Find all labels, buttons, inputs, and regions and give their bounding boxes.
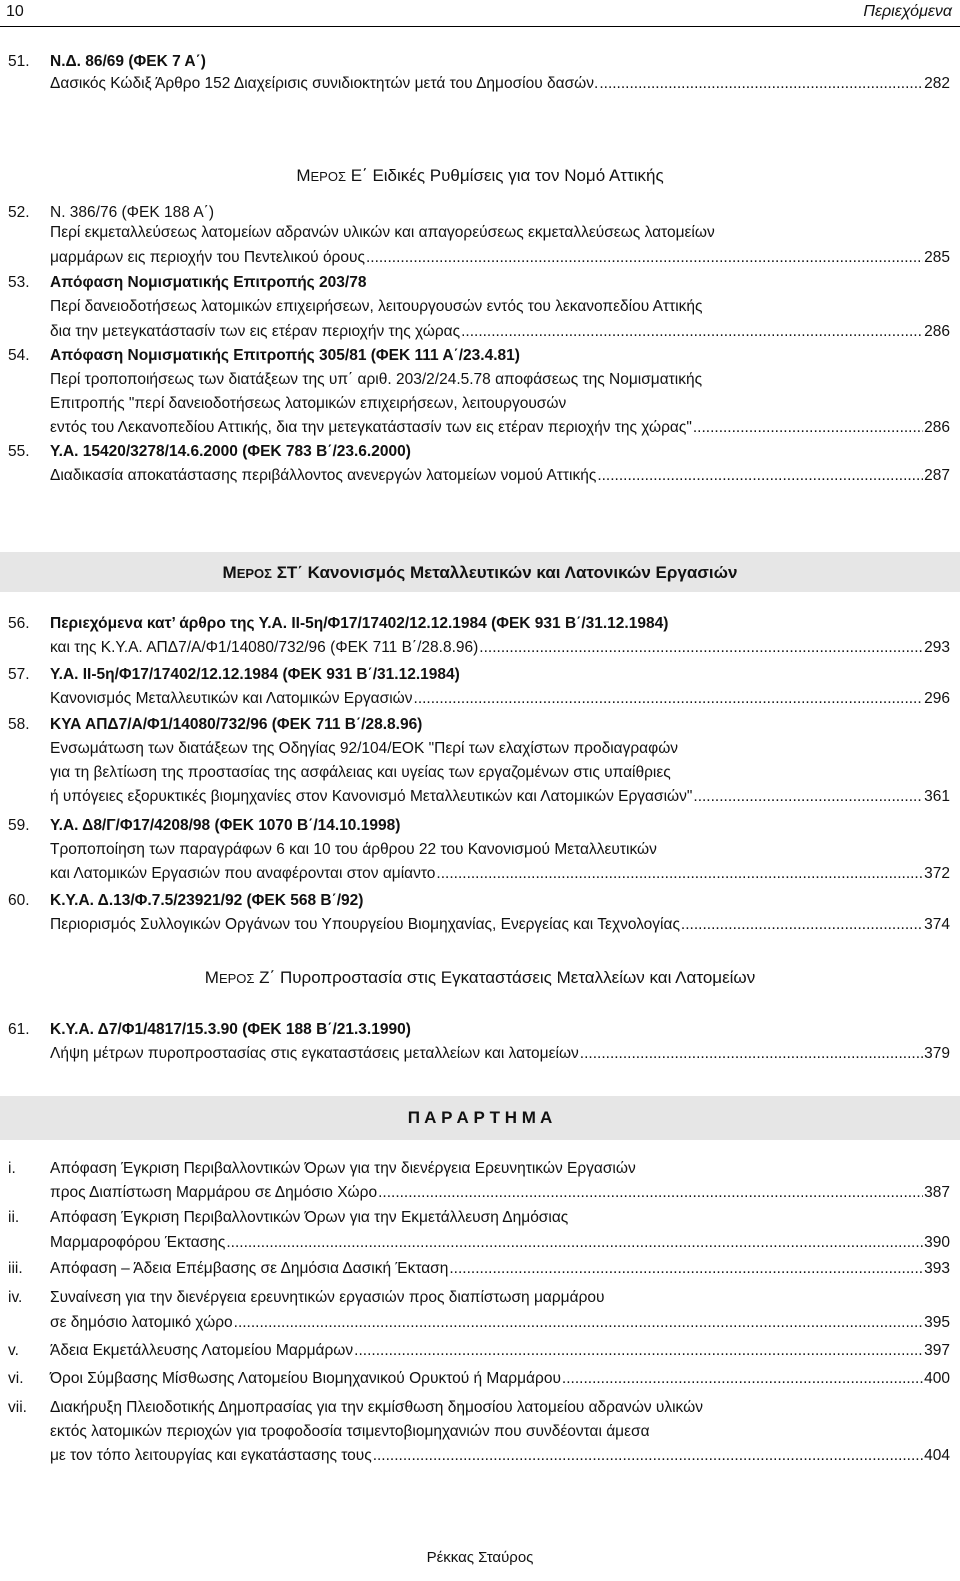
dot-leader xyxy=(693,787,923,807)
toc-entry-line: Κ.Υ.Α. Δ.13/Φ.7.5/23921/92 (ΦΕΚ 568 Β΄/92) xyxy=(50,892,364,909)
toc-entry-line: Περί δανειοδοτήσεως λατομικών επιχειρήσεων, λειτουργουσών εντός του λεκανοπεδίου Αττικής xyxy=(50,298,703,315)
page-ref: 293 xyxy=(924,639,950,656)
footer-author: Ρέκκας Σταύρος xyxy=(426,1549,534,1566)
toc-entry-line: Απόφαση Έγκριση Περιβαλλοντικών Όρων για την Εκμετάλλευση Δημόσιας xyxy=(50,1209,569,1226)
page-ref: 374 xyxy=(924,916,950,933)
dot-leader xyxy=(373,1446,923,1466)
toc-entry-link[interactable] xyxy=(50,689,950,709)
toc-entry-link[interactable] xyxy=(50,74,950,94)
part-heading-prefix: Μ xyxy=(204,968,219,987)
toc-entry-line: Περιεχόμενα κατ’ άρθρο της Υ.Α. ΙΙ-5η/Φ17/17402/12.12.1984 (ΦΕΚ 931 Β΄/31.12.1984) xyxy=(50,615,669,632)
dot-leader xyxy=(597,466,923,486)
entry-text: προς Διαπίστωση Μαρμάρου σε Δημόσιο Χώρο xyxy=(50,1184,378,1201)
dot-leader xyxy=(580,1044,923,1064)
entry-number: iii. xyxy=(8,1260,23,1277)
dot-leader xyxy=(681,915,923,935)
toc-entry-link[interactable] xyxy=(50,864,950,884)
page-header xyxy=(0,0,960,27)
part-heading xyxy=(0,968,960,988)
entry-number: 56. xyxy=(8,615,30,632)
dot-leader xyxy=(449,1259,923,1279)
toc-entry-line: Ν.Δ. 86/69 (ΦΕΚ 7 Α΄) xyxy=(50,53,206,70)
page-ref: 285 xyxy=(924,249,950,266)
entry-text: Κανονισμός Μεταλλευτικών και Λατομικών Εργασιών xyxy=(50,690,413,707)
dot-leader xyxy=(234,1313,923,1333)
page-ref: 400 xyxy=(924,1370,950,1387)
entry-number: 55. xyxy=(8,443,30,460)
toc-entry-line: Διακήρυξη Πλειοδοτικής Δημοπρασίας για την εκμίσθωση δημοσίου λατομείου αδρανών υλικών xyxy=(50,1399,703,1416)
running-title: Περιεχόμενα xyxy=(863,3,952,20)
entry-text: Μαρμαροφόρου Έκτασης xyxy=(50,1234,226,1251)
page-number: 10 xyxy=(6,3,24,20)
entry-number: ii. xyxy=(8,1209,20,1226)
entry-text: Δασικός Κώδιξ Άρθρο 152 Διαχείρισις συνιδιοκτητών μετά του Δημοσίου δασών. xyxy=(50,75,599,92)
toc-entry-link[interactable] xyxy=(50,1369,950,1389)
part-heading xyxy=(0,563,960,583)
toc-entry-line: Υ.Α. 15420/3278/14.6.2000 (ΦΕΚ 783 Β΄/23.6.2000) xyxy=(50,443,411,460)
page-ref: 372 xyxy=(924,865,950,882)
part-heading-prefix: Μ xyxy=(296,166,311,185)
entry-number: vi. xyxy=(8,1370,24,1387)
entry-text: και Λατομικών Εργασιών που αναφέρονται στον αμίαντο xyxy=(50,865,436,882)
dot-leader xyxy=(366,248,923,268)
entry-text: μαρμάρων εις περιοχήν του Πεντελικού όρους xyxy=(50,249,365,266)
entry-text: ή υπόγειες εξορυκτικές βιομηχανίες στον Κανονισμό Μεταλλευτικών και Λατομικών Εργασιών" xyxy=(50,788,693,805)
entry-text: Περιορισμός Συλλογικών Οργάνων του Υπουργείου Βιομηχανίας, Ενεργείας και Τεχνολογίας xyxy=(50,916,680,933)
toc-entry-line: Επιτροπής "περί δανειοδοτήσεως λατομικών επιχειρήσεων, λειτουργουσών xyxy=(50,395,567,412)
toc-entry-line: ΚΥΑ ΑΠΔ7/Α/Φ1/14080/732/96 (ΦΕΚ 711 Β΄/28.8.96) xyxy=(50,716,423,733)
toc-entry-link[interactable] xyxy=(50,1341,950,1361)
entry-number: 58. xyxy=(8,716,30,733)
part-heading-title: Ζ΄ Πυροπροστασία στις Εγκαταστάσεις Μεταλλείων και Λατομείων xyxy=(254,968,756,987)
dot-leader xyxy=(599,74,923,94)
entry-text: και της Κ.Υ.Α. ΑΠΔ7/Α/Φ1/14080/732/96 (ΦΕΚ 711 Β΄/28.8.96) xyxy=(50,639,479,656)
entry-number: 57. xyxy=(8,666,30,683)
toc-entry-link[interactable] xyxy=(50,322,950,342)
part-heading-smallcaps: ΕΡΟΣ xyxy=(236,566,272,581)
toc-entry-line: Απόφαση Νομισματικής Επιτροπής 305/81 (ΦΕΚ 111 Α΄/23.4.81) xyxy=(50,347,520,364)
page-ref: 361 xyxy=(924,788,950,805)
entry-number: vii. xyxy=(8,1399,27,1416)
toc-entry-line: Υ.Α. Δ8/Γ/Φ17/4208/98 (ΦΕΚ 1070 Β΄/14.10.1998) xyxy=(50,817,401,834)
entry-number: 52. xyxy=(8,204,30,221)
part-heading-smallcaps: ΕΡΟΣ xyxy=(218,971,255,986)
dot-leader xyxy=(479,638,923,658)
toc-entry-line: Υ.Α. ΙΙ-5η/Φ17/17402/12.12.1984 (ΦΕΚ 931 Β΄/31.12.1984) xyxy=(50,666,460,683)
part-heading-title: ΣΤ΄ Κανονισμός Μεταλλευτικών και Λατονικών Εργασιών xyxy=(271,563,738,582)
dot-leader xyxy=(226,1233,923,1253)
dot-leader xyxy=(414,689,924,709)
page-ref: 286 xyxy=(924,323,950,340)
toc-entry-link[interactable] xyxy=(50,1183,950,1203)
toc-entry-link[interactable] xyxy=(50,466,950,486)
toc-entry-line: Απόφαση Έγκριση Περιβαλλοντικών Όρων για την διενέργεια Ερευνητικών Εργασιών xyxy=(50,1160,636,1177)
toc-entry-link[interactable] xyxy=(50,638,950,658)
part-heading-smallcaps: ΕΡΟΣ xyxy=(310,169,346,184)
entry-text: Άδεια Εκμετάλλευσης Λατομείου Μαρμάρων xyxy=(50,1342,354,1359)
toc-entry-link[interactable] xyxy=(50,1313,950,1333)
page-ref: 282 xyxy=(924,75,950,92)
toc-entry-line: εκτός λατομικών περιοχών για τροφοδοσία τσιμεντοβιομηχανιών που συνδέονται άμεσα xyxy=(50,1423,650,1440)
page-ref: 397 xyxy=(924,1342,950,1359)
entry-text: δια την μετεγκατάστασίν των εις ετέραν περιοχήν της χώρας xyxy=(50,323,461,340)
entry-number: 60. xyxy=(8,892,30,909)
page-ref: 287 xyxy=(924,467,950,484)
page-ref: 387 xyxy=(924,1184,950,1201)
page-ref: 395 xyxy=(924,1314,950,1331)
toc-entry-link[interactable] xyxy=(50,248,950,268)
entry-number: 59. xyxy=(8,817,30,834)
toc-entry-link[interactable] xyxy=(50,915,950,935)
part-heading-prefix: Μ xyxy=(222,563,237,582)
dot-leader xyxy=(436,864,923,884)
dot-leader xyxy=(562,1369,923,1389)
toc-entry-line: Περί τροποποιήσεως των διατάξεων της υπ΄ αριθ. 203/2/24.5.78 αποφάσεως της Νομισματικής xyxy=(50,371,703,388)
entry-text: εντός του Λεκανοπεδίου Αττικής, δια την μετεγκατάστασίν των εις ετέραν περιοχήν της χώρας" xyxy=(50,419,692,436)
page-ref: 390 xyxy=(924,1234,950,1251)
toc-entry-line: για τη βελτίωση της προστασίας της ασφάλειας και υγείας των εργαζομένων στις υπαίθριες xyxy=(50,764,671,781)
dot-leader xyxy=(693,418,923,438)
dot-leader xyxy=(354,1341,923,1361)
entry-text: με τον τόπο λειτουργίας και εγκατάστασης τους xyxy=(50,1447,372,1464)
entry-number: i. xyxy=(8,1160,16,1177)
toc-entry-line: Ν. 386/76 (ΦΕΚ 188 Α΄) xyxy=(50,204,215,221)
entry-text: Απόφαση – Άδεια Επέμβασης σε Δημόσια Δασική Έκταση xyxy=(50,1260,449,1277)
toc-entry-link[interactable] xyxy=(50,1044,950,1064)
toc-entry-link[interactable] xyxy=(50,787,950,807)
entry-text: Όροι Σύμβασης Μίσθωσης Λατομείου Βιομηχανικού Ορυκτού ή Μαρμάρου xyxy=(50,1370,561,1387)
toc-entry-line: Τροποποίηση των παραγράφων 6 και 10 του άρθρου 22 του Κανονισμού Μεταλλευτικών xyxy=(50,841,657,858)
part-heading xyxy=(0,166,960,186)
toc-entry-link[interactable] xyxy=(50,418,950,438)
entry-text: Λήψη μέτρων πυροπροστασίας στις εγκαταστάσεις μεταλλείων και λατομείων xyxy=(50,1045,579,1062)
entry-text: Διαδικασία αποκατάστασης περιβάλλοντος ανενεργών λατομείων νομού Αττικής xyxy=(50,467,597,484)
entry-number: 61. xyxy=(8,1021,30,1038)
entry-text: σε δημόσιο λατομικό χώρο xyxy=(50,1314,233,1331)
toc-entry-link[interactable] xyxy=(50,1233,950,1253)
toc-entry-link[interactable] xyxy=(50,1446,950,1466)
toc-entry-line: Συναίνεση για την διενέργεια ερευνητικών εργασιών προς διαπίστωση μαρμάρου xyxy=(50,1289,605,1306)
appendix-heading: Π Α Ρ Α Ρ Τ Η Μ Α xyxy=(407,1108,553,1127)
dot-leader xyxy=(378,1183,923,1203)
page-ref: 404 xyxy=(924,1447,950,1464)
toc-entry-line: Κ.Υ.Α. Δ7/Φ1/4817/15.3.90 (ΦΕΚ 188 Β΄/21.3.1990) xyxy=(50,1021,411,1038)
page-ref: 379 xyxy=(924,1045,950,1062)
entry-number: v. xyxy=(8,1342,19,1359)
entry-number: 54. xyxy=(8,347,30,364)
page-ref: 393 xyxy=(924,1260,950,1277)
toc-entry-line: Περί εκμεταλλεύσεως λατομείων αδρανών υλικών και απαγορεύσεως εκμεταλλεύσεως λατομείων xyxy=(50,224,715,241)
toc-entry-link[interactable] xyxy=(50,1259,950,1279)
page-ref: 296 xyxy=(924,690,950,707)
toc-entry-line: Απόφαση Νομισματικής Επιτροπής 203/78 xyxy=(50,274,367,291)
toc-entry-line: Ενσωμάτωση των διατάξεων της Οδηγίας 92/104/ΕΟΚ "Περί των ελαχίστων προδιαγραφών xyxy=(50,740,679,757)
part-heading-title: Ε΄ Ειδικές Ρυθμίσεις για τον Νομό Αττικής xyxy=(346,166,664,185)
entry-number: 53. xyxy=(8,274,30,291)
page-ref: 286 xyxy=(924,419,950,436)
entry-number: 51. xyxy=(8,53,30,70)
entry-number: iv. xyxy=(8,1289,23,1306)
dot-leader xyxy=(461,322,923,342)
